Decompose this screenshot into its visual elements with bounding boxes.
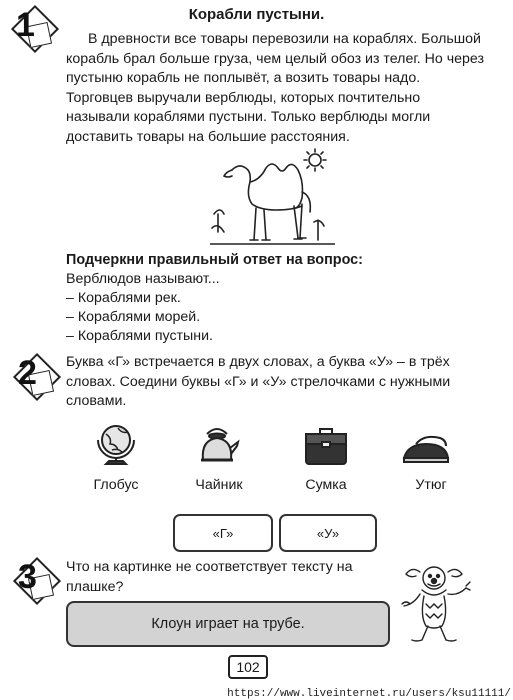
- letter-g-box[interactable]: «Г»: [173, 514, 273, 552]
- item-label-bag: Сумка: [305, 477, 347, 493]
- task-1-badge: [14, 8, 54, 48]
- caption-plate: Клоун играет на трубе.: [66, 601, 390, 647]
- task-3-number: 3: [18, 558, 37, 596]
- task-2-text: Буква «Г» встречается в двух словах, а буква «У» – в трёх словах. Соедини буквы «Г» и «У» стрелочками с нужными словами.: [66, 354, 451, 409]
- task-2-number: 2: [18, 354, 37, 392]
- answer-option-1[interactable]: – Кораблями рек.: [66, 290, 181, 306]
- task-3-text: Что на картинке не соответствует тексту на плашке?: [66, 559, 353, 595]
- task-3-badge: [16, 560, 56, 600]
- question-title: Подчеркни правильный ответ на вопрос:: [66, 252, 363, 268]
- item-label-iron: Утюг: [415, 477, 447, 493]
- item-label-globe: Глобус: [93, 477, 139, 493]
- item-label-kettle: Чайник: [195, 477, 243, 493]
- globe-icon: [92, 420, 140, 468]
- camel-illustration: [210, 148, 335, 248]
- iron-icon: [402, 424, 450, 472]
- source-url-watermark: https://www.liveinternet.ru/users/ksu11111/: [227, 688, 511, 700]
- answer-option-3[interactable]: – Кораблями пустыни.: [66, 328, 213, 344]
- page-number: 102: [228, 655, 268, 679]
- letter-u-box[interactable]: «У»: [279, 514, 377, 552]
- task-1-paragraph: В древности все товары перевозили на кораблях. Большой корабль брал больше груза, чем целый обоз из телег. Но через пустыню корабль не поплывёт, а возить товары надо. Торговцев выручали верблюды, которых почтительно называли кораблями пустыни. Только верблюды могли доставить товары на большие расстояния.: [66, 31, 484, 145]
- bag-icon: [302, 422, 350, 470]
- task-2-badge: [16, 356, 56, 396]
- task-1-number: 1: [16, 6, 35, 44]
- answer-option-2[interactable]: – Кораблями морей.: [66, 309, 201, 325]
- page-title: Корабли пустыни.: [188, 6, 325, 23]
- question-lead: Верблюдов называют...: [66, 271, 220, 287]
- kettle-icon: [193, 420, 241, 468]
- clown-illustration: [396, 560, 472, 646]
